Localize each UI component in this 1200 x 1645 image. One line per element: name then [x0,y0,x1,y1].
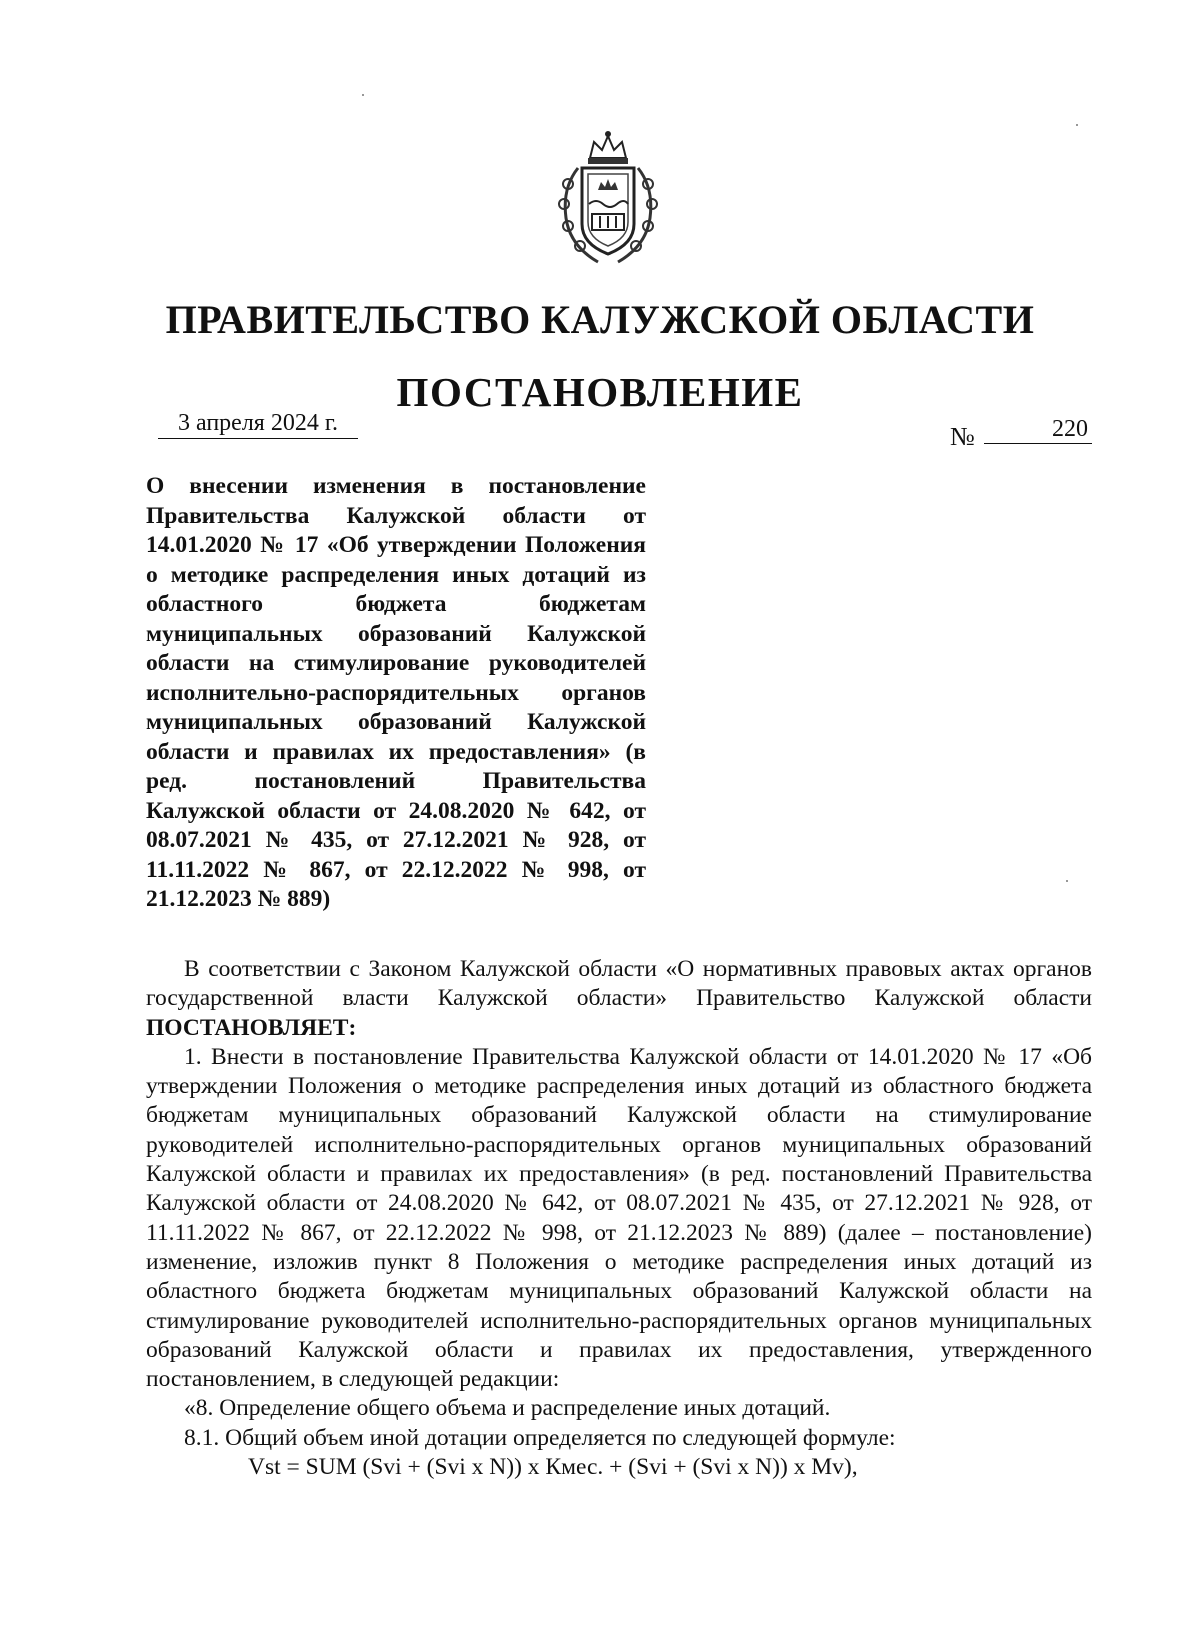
kaluga-coat-of-arms-icon [548,128,668,266]
clause-1-paragraph: 1. Внести в постановление Правительства Калужской области от 14.01.2020 № 17 «Об утверждении Положения о методике распределения иных дотаций из областного бюджета бюджетам муниципальных образований Калужской области на стимулирование руководителей исполнительно-распорядительных органов муниципальных образований Калужской области и правилах их предоставления» (в ред. постановлений Правительства Калужской области от 24.08.2020 № 642, от 08.07.2021 № 435, от 27.12.2021 № 928, от 11.11.2022 № 867, от 22.12.2022 № 998, от 21.12.2023 № 889) (далее – постановление) изменение, изложив пункт 8 Положения о методике распределения иных дотаций из областного бюджета бюджетам муниципальных образований Калужской области на стимулирование руководителей исполнительно-распорядительных органов муниципальных образований Калужской области и правилах их предоставления, утвержденного постановлением, в следующей редакции: [146,1043,1092,1393]
document-type-title: ПОСТАНОВЛЕНИЕ [396,369,804,415]
number-label: № [950,422,975,451]
formula: Vst = SUM (Svi + (Svi x N)) x Кмес. + (Svi + (Svi x N)) x Mv), [248,1454,858,1481]
scan-speck [1066,880,1068,882]
preamble-paragraph [146,955,1092,1043]
preamble-text: В соответствии с Законом Калужской области «О нормативных правовых актах органов государственной власти Калужской области» Правительство Калужской области [146,956,1092,1012]
document-date: 3 апреля 2024 г. [158,410,358,439]
document-number: 220 [984,416,1092,444]
clause-8-heading: «8. Определение общего объема и распределение иных дотаций. [184,1395,831,1422]
scan-speck [1076,124,1078,126]
organization-title: ПРАВИТЕЛЬСТВО КАЛУЖСКОЙ ОБЛАСТИ [165,297,1035,342]
clause-8-1-paragraph: 8.1. Общий объем иной дотации определяется по следующей формуле: [184,1424,896,1451]
document-body [146,955,1092,1482]
document-subject: О внесении изменения в постановление Правительства Калужской области от 14.01.2020 № 17 «Об утверждении Положения о методике распределения иных дотаций из областного бюджета бюджетам муниципальных образований Калужской области на стимулирование руководителей исполнительно-распорядительных органов муниципальных образований Калужской области и правилах их предоставления» (в ред. постановлений Правительства Калужской области от 24.08.2020 № 642, от 08.07.2021 № 435, от 27.12.2021 № 928, от 11.11.2022 № 867, от 22.12.2022 № 998, от 21.12.2023 № 889) [146,473,646,912]
coat-of-arms-emblem [548,128,668,266]
resolves-keyword: ПОСТАНОВЛЯЕТ: [146,1014,357,1041]
scan-speck [362,94,364,96]
